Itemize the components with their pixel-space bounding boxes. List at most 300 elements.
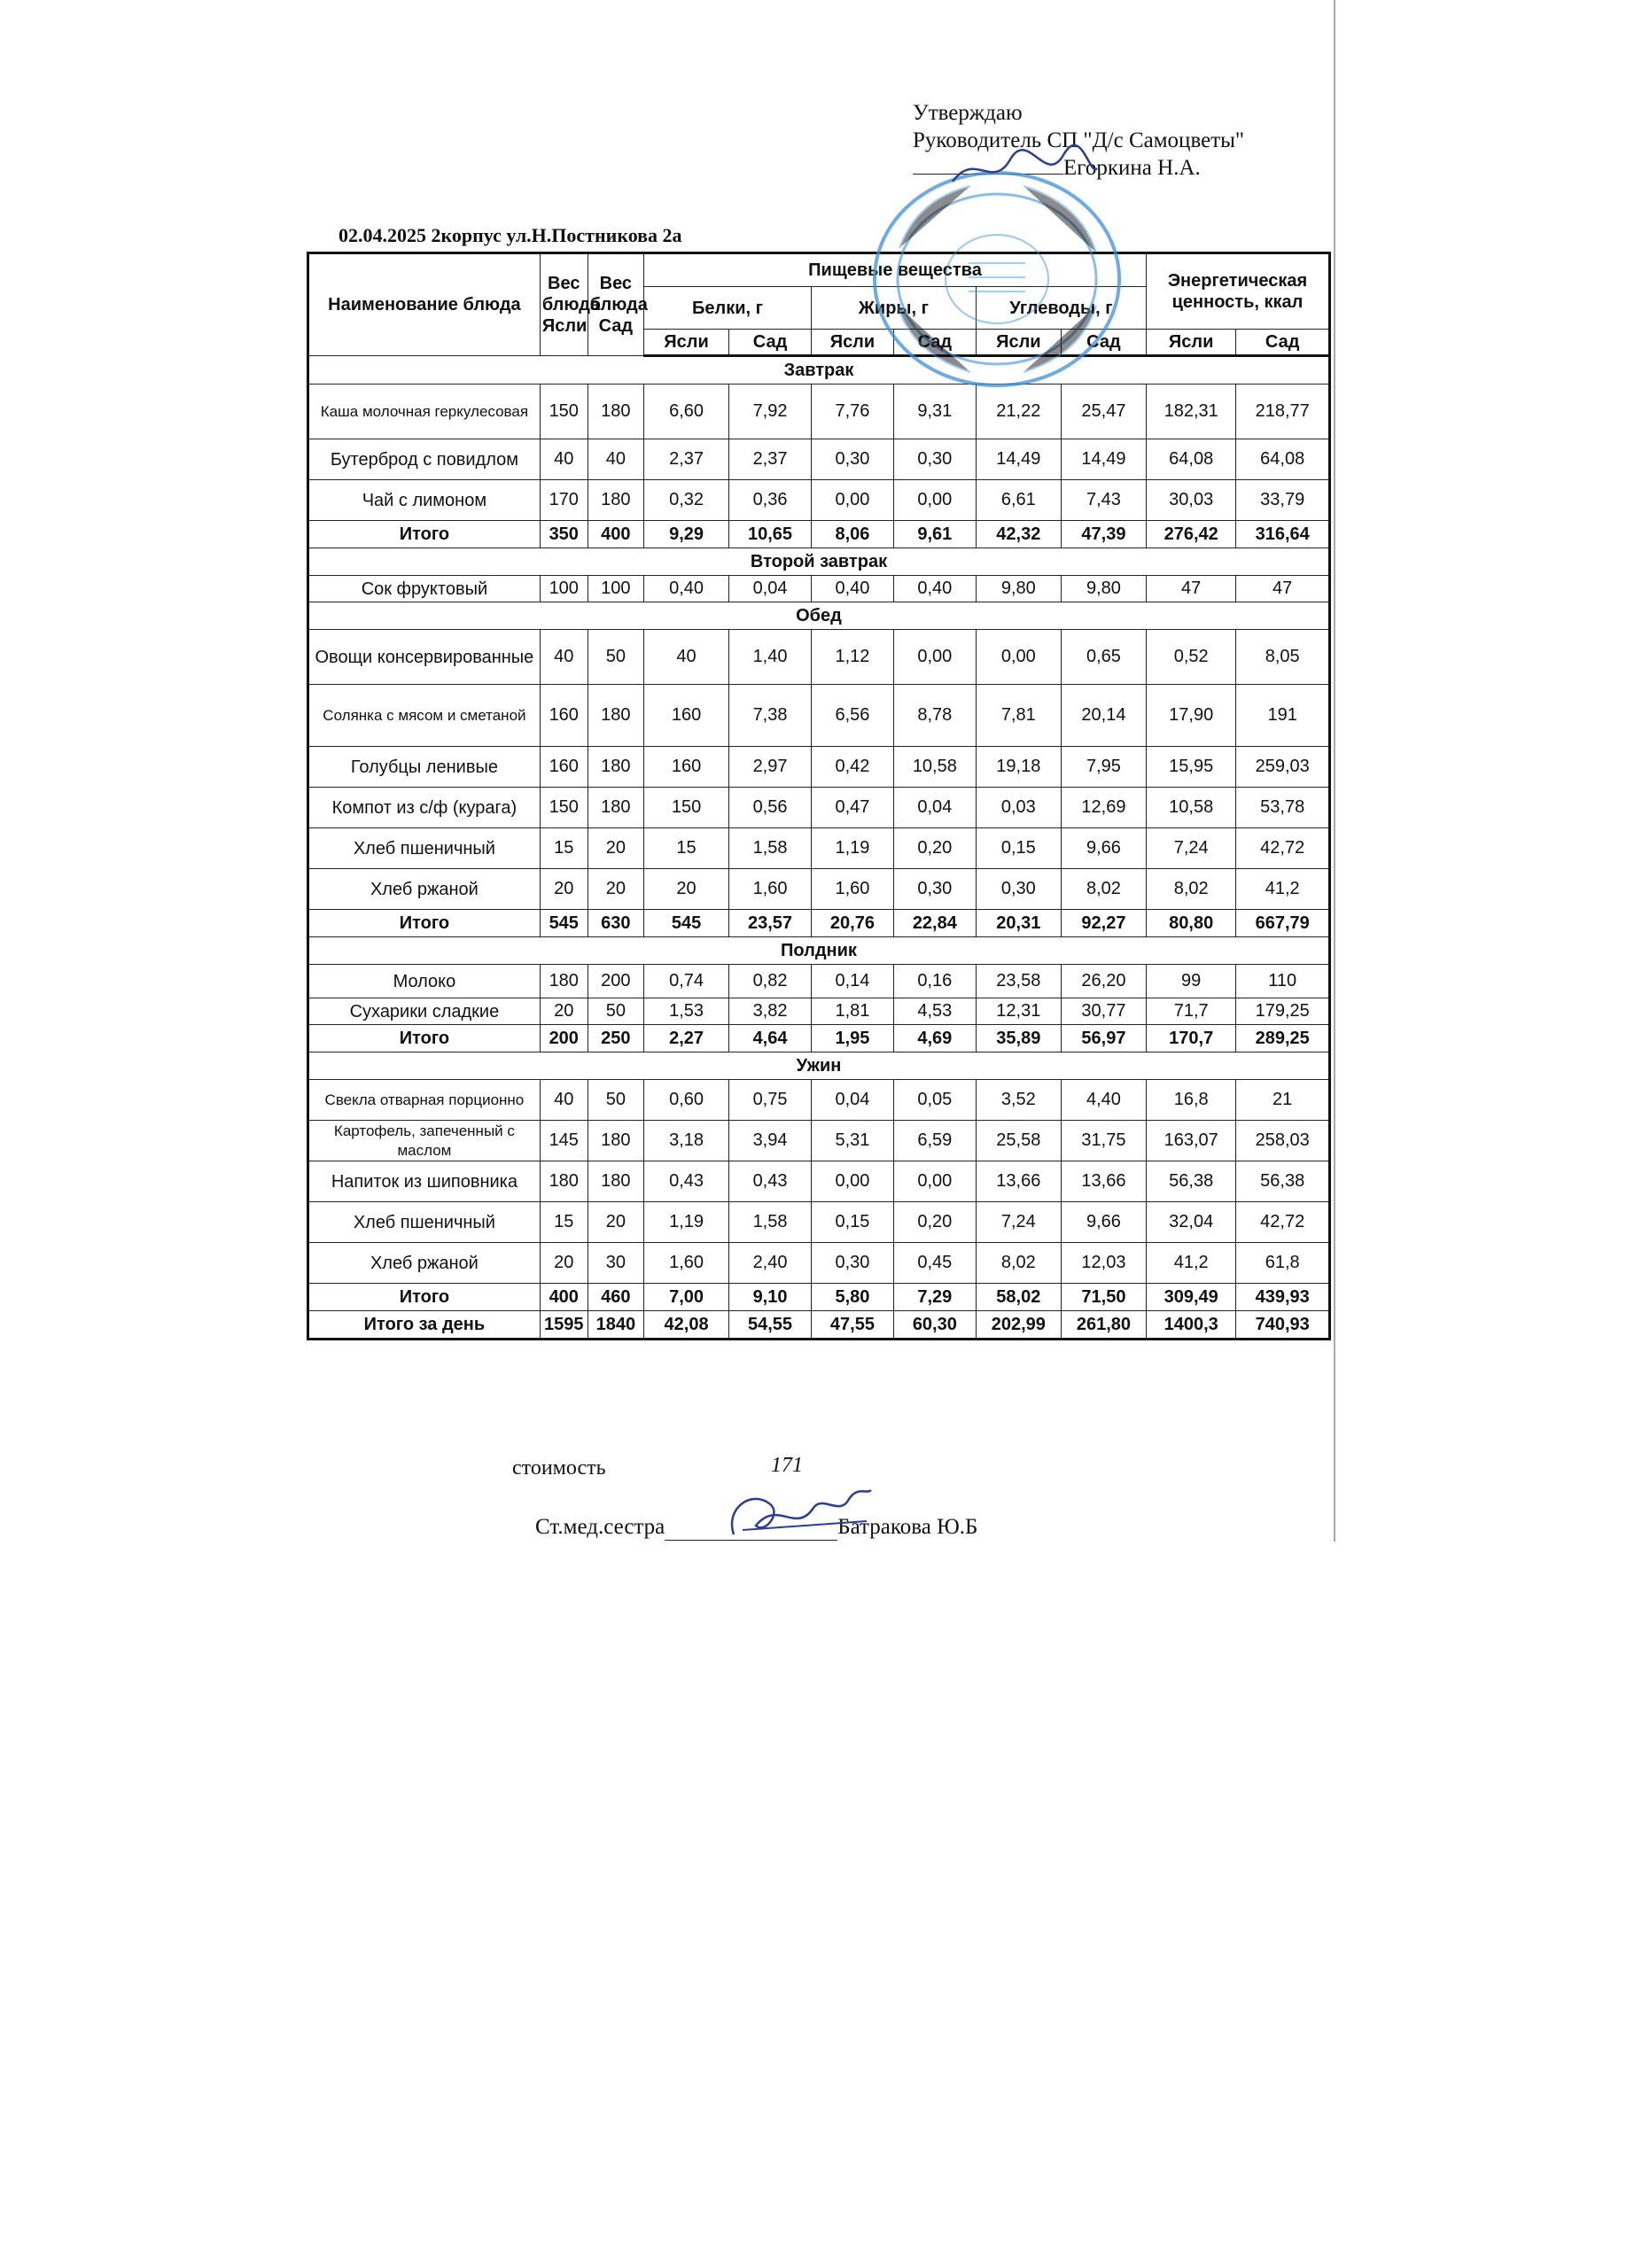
table-cell: 1,12 (811, 630, 893, 685)
day-total-cell: 54,55 (729, 1311, 812, 1340)
table-cell: 0,43 (729, 1161, 812, 1202)
section-header-row (308, 548, 1330, 576)
table-cell: 160 (540, 747, 588, 788)
total-cell: 316,64 (1236, 521, 1330, 548)
approval-signer-name: Егоркина Н.А. (1063, 156, 1201, 180)
table-cell: 4,40 (1061, 1080, 1146, 1121)
table-cell: 0,00 (811, 480, 893, 521)
table-cell: 160 (540, 685, 588, 747)
table-cell: 0,42 (811, 747, 893, 788)
day-total-cell: 1595 (540, 1311, 588, 1340)
table-cell: 42,72 (1236, 1202, 1330, 1243)
table-cell: 0,36 (729, 480, 812, 521)
header-carbs: Углеводы, г (976, 287, 1146, 330)
table-cell: 4,53 (893, 998, 976, 1025)
total-cell: 289,25 (1236, 1025, 1330, 1052)
dish-name: Сок фруктовый (308, 576, 541, 602)
table-row (308, 1202, 1330, 1243)
signature-line (913, 174, 1063, 175)
table-cell: 0,52 (1147, 630, 1236, 685)
day-total-cell: 1840 (588, 1311, 643, 1340)
table-row (308, 685, 1330, 747)
table-cell: 258,03 (1236, 1121, 1330, 1161)
table-cell: 0,40 (644, 576, 729, 602)
approval-signer (913, 154, 1244, 182)
table-cell: 14,49 (1061, 439, 1146, 480)
table-cell: 19,18 (976, 747, 1061, 788)
table-row (308, 384, 1330, 439)
table-row (308, 828, 1330, 869)
table-cell: 191 (1236, 685, 1330, 747)
total-cell: 545 (540, 910, 588, 937)
day-total-cell: 60,30 (893, 1311, 976, 1340)
table-cell: 0,75 (729, 1080, 812, 1121)
section-title: Полдник (308, 937, 1330, 965)
table-cell: 0,45 (893, 1243, 976, 1284)
table-cell: 1,53 (644, 998, 729, 1025)
total-cell: 7,00 (644, 1284, 729, 1311)
dish-name: Картофель, запеченный с маслом (308, 1121, 541, 1161)
table-cell: 0,03 (976, 788, 1061, 828)
total-cell: 400 (588, 521, 643, 548)
table-cell: 6,59 (893, 1121, 976, 1161)
table-cell: 179,25 (1236, 998, 1330, 1025)
table-row (308, 869, 1330, 910)
total-cell: 23,57 (729, 910, 812, 937)
table-cell: 15 (644, 828, 729, 869)
table-cell: 0,30 (893, 869, 976, 910)
table-cell: 53,78 (1236, 788, 1330, 828)
table-cell: 200 (588, 965, 643, 998)
table-cell: 0,30 (811, 439, 893, 480)
total-cell: 350 (540, 521, 588, 548)
table-cell: 30 (588, 1243, 643, 1284)
table-cell: 0,56 (729, 788, 812, 828)
table-cell: 1,58 (729, 1202, 812, 1243)
table-cell: 0,14 (811, 965, 893, 998)
table-cell: 15 (540, 828, 588, 869)
table-cell: 5,31 (811, 1121, 893, 1161)
dish-name: Напиток из шиповника (308, 1161, 541, 1202)
table-cell: 0,43 (644, 1161, 729, 1202)
total-cell: 9,29 (644, 521, 729, 548)
table-cell: 0,47 (811, 788, 893, 828)
table-cell: 0,74 (644, 965, 729, 998)
table-cell: 100 (588, 576, 643, 602)
total-cell: 667,79 (1236, 910, 1330, 937)
nurse-name: Батракова Ю.Б (837, 1515, 978, 1539)
table-cell: 1,19 (644, 1202, 729, 1243)
table-cell: 50 (588, 630, 643, 685)
table-cell: 1,19 (811, 828, 893, 869)
section-title: Ужин (308, 1052, 1330, 1080)
total-cell: 2,27 (644, 1025, 729, 1052)
dish-name: Молоко (308, 965, 541, 998)
day-total-label: Итого за день (308, 1311, 541, 1340)
table-cell: 1,60 (644, 1243, 729, 1284)
table-cell: 9,80 (1061, 576, 1146, 602)
table-cell: 180 (588, 747, 643, 788)
subheader-kinder: Сад (1236, 330, 1330, 356)
table-cell: 0,65 (1061, 630, 1146, 685)
table-cell: 8,02 (1147, 869, 1236, 910)
dish-name: Каша молочная геркулесовая (308, 384, 541, 439)
table-cell: 180 (588, 1161, 643, 1202)
table-cell: 41,2 (1147, 1243, 1236, 1284)
menu-date-title: 02.04.2025 2корпус ул.Н.Постникова 2а (339, 224, 682, 246)
table-cell: 3,52 (976, 1080, 1061, 1121)
table-cell: 32,04 (1147, 1202, 1236, 1243)
table-cell: 7,43 (1061, 480, 1146, 521)
total-cell: 1,95 (811, 1025, 893, 1052)
table-cell: 8,05 (1236, 630, 1330, 685)
table-cell: 9,80 (976, 576, 1061, 602)
table-cell: 26,20 (1061, 965, 1146, 998)
table-cell: 0,04 (729, 576, 812, 602)
table-cell: 20,14 (1061, 685, 1146, 747)
dish-name: Хлеб ржаной (308, 869, 541, 910)
table-cell: 50 (588, 998, 643, 1025)
day-total-cell: 261,80 (1061, 1311, 1146, 1340)
total-cell: 80,80 (1147, 910, 1236, 937)
page-edge-line (1334, 0, 1335, 1542)
total-cell: 42,32 (976, 521, 1061, 548)
table-cell: 100 (540, 576, 588, 602)
total-cell: 8,06 (811, 521, 893, 548)
table-cell: 0,04 (893, 788, 976, 828)
table-cell: 1,58 (729, 828, 812, 869)
table-cell: 9,66 (1061, 1202, 1146, 1243)
table-cell: 47 (1147, 576, 1236, 602)
table-cell: 20 (540, 998, 588, 1025)
table-cell: 3,94 (729, 1121, 812, 1161)
dish-name: Компот из с/ф (курага) (308, 788, 541, 828)
table-cell: 8,02 (1061, 869, 1146, 910)
table-row (308, 576, 1330, 602)
table-cell: 71,7 (1147, 998, 1236, 1025)
table-cell: 1,60 (811, 869, 893, 910)
day-total-row (308, 1311, 1330, 1340)
dish-name: Солянка с мясом и сметаной (308, 685, 541, 747)
subheader-kinder: Сад (893, 330, 976, 356)
dish-name: Свекла отварная порционно (308, 1080, 541, 1121)
table-cell: 30,77 (1061, 998, 1146, 1025)
table-cell: 20 (540, 1243, 588, 1284)
table-cell: 0,20 (893, 828, 976, 869)
table-cell: 25,47 (1061, 384, 1146, 439)
table-cell: 145 (540, 1121, 588, 1161)
table-row (308, 1121, 1330, 1161)
header-weight-nursery: Вес блюда Ясли (540, 253, 588, 356)
table-cell: 0,04 (811, 1080, 893, 1121)
total-cell: 309,49 (1147, 1284, 1236, 1311)
table-cell: 8,78 (893, 685, 976, 747)
table-cell: 40 (540, 630, 588, 685)
table-row (308, 788, 1330, 828)
table-cell: 56,38 (1236, 1161, 1330, 1202)
total-cell: 20,76 (811, 910, 893, 937)
table-cell: 150 (644, 788, 729, 828)
total-cell: 22,84 (893, 910, 976, 937)
table-cell: 3,18 (644, 1121, 729, 1161)
table-cell: 31,75 (1061, 1121, 1146, 1161)
header-proteins: Белки, г (644, 287, 812, 330)
nurse-label: Ст.мед.сестра (535, 1515, 665, 1539)
total-cell: 400 (540, 1284, 588, 1311)
table-cell: 180 (540, 1161, 588, 1202)
total-cell: 250 (588, 1025, 643, 1052)
table-cell: 20 (644, 869, 729, 910)
table-cell: 20 (540, 869, 588, 910)
table-cell: 33,79 (1236, 480, 1330, 521)
section-total-row (308, 521, 1330, 548)
table-cell: 47 (1236, 576, 1330, 602)
table-cell: 0,60 (644, 1080, 729, 1121)
section-header-row (308, 937, 1330, 965)
total-cell: 630 (588, 910, 643, 937)
table-row (308, 998, 1330, 1025)
subheader-kinder: Сад (1061, 330, 1146, 356)
table-cell: 40 (644, 630, 729, 685)
subheader-nursery: Ясли (1147, 330, 1236, 356)
table-cell: 12,31 (976, 998, 1061, 1025)
total-cell: 200 (540, 1025, 588, 1052)
table-cell: 7,95 (1061, 747, 1146, 788)
table-cell: 25,58 (976, 1121, 1061, 1161)
table-cell: 40 (540, 1080, 588, 1121)
table-cell: 7,81 (976, 685, 1061, 747)
total-cell: 9,61 (893, 521, 976, 548)
table-cell: 56,38 (1147, 1161, 1236, 1202)
header-fats: Жиры, г (811, 287, 976, 330)
table-cell: 0,40 (893, 576, 976, 602)
total-cell: 9,10 (729, 1284, 812, 1311)
table-cell: 0,30 (893, 439, 976, 480)
table-cell: 64,08 (1236, 439, 1330, 480)
table-cell: 0,00 (893, 480, 976, 521)
table-cell: 150 (540, 384, 588, 439)
subheader-kinder: Сад (729, 330, 812, 356)
table-cell: 15,95 (1147, 747, 1236, 788)
section-header-row (308, 356, 1330, 384)
table-cell: 61,8 (1236, 1243, 1330, 1284)
total-cell: 4,69 (893, 1025, 976, 1052)
table-cell: 20 (588, 869, 643, 910)
table-cell: 180 (588, 384, 643, 439)
table-row (308, 439, 1330, 480)
table-cell: 99 (1147, 965, 1236, 998)
day-total-cell: 740,93 (1236, 1311, 1330, 1340)
table-cell: 7,38 (729, 685, 812, 747)
table-cell: 21,22 (976, 384, 1061, 439)
table-cell: 7,76 (811, 384, 893, 439)
table-cell: 150 (540, 788, 588, 828)
table-row (308, 1243, 1330, 1284)
day-total-cell: 47,55 (811, 1311, 893, 1340)
total-cell: 460 (588, 1284, 643, 1311)
table-cell: 180 (588, 1121, 643, 1161)
table-cell: 1,60 (729, 869, 812, 910)
approval-position: Руководитель СП "Д/с Самоцветы" (913, 128, 1245, 152)
dish-name: Бутерброд с повидлом (308, 439, 541, 480)
total-cell: 276,42 (1147, 521, 1236, 548)
total-cell: 47,39 (1061, 521, 1146, 548)
table-cell: 20 (588, 1202, 643, 1243)
table-cell: 2,40 (729, 1243, 812, 1284)
total-cell: 92,27 (1061, 910, 1146, 937)
section-title: Обед (308, 602, 1330, 630)
table-cell: 41,2 (1236, 869, 1330, 910)
dish-name: Хлеб пшеничный (308, 1202, 541, 1243)
day-total-cell: 1400,3 (1147, 1311, 1236, 1340)
table-cell: 15 (540, 1202, 588, 1243)
table-cell: 180 (588, 480, 643, 521)
total-cell: 71,50 (1061, 1284, 1146, 1311)
table-cell: 20 (588, 828, 643, 869)
table-cell: 0,40 (811, 576, 893, 602)
table-cell: 180 (588, 685, 643, 747)
table-cell: 13,66 (976, 1161, 1061, 1202)
table-cell: 170 (540, 480, 588, 521)
table-cell: 259,03 (1236, 747, 1330, 788)
total-label: Итого (308, 521, 541, 548)
approval-block (913, 99, 1244, 182)
table-cell: 7,24 (976, 1202, 1061, 1243)
table-cell: 0,00 (976, 630, 1061, 685)
table-cell: 0,15 (811, 1202, 893, 1243)
table-row (308, 747, 1330, 788)
table-cell: 0,30 (811, 1243, 893, 1284)
menu-table (307, 252, 1331, 1340)
nurse-signoff (535, 1515, 977, 1541)
table-cell: 0,00 (811, 1161, 893, 1202)
subheader-nursery: Ясли (976, 330, 1061, 356)
table-cell: 218,77 (1236, 384, 1330, 439)
table-cell: 0,82 (729, 965, 812, 998)
table-row (308, 480, 1330, 521)
dish-name: Овощи консервированные (308, 630, 541, 685)
dish-name: Хлеб ржаной (308, 1243, 541, 1284)
table-cell: 23,58 (976, 965, 1061, 998)
table-cell: 0,20 (893, 1202, 976, 1243)
nurse-signature-line (665, 1515, 837, 1541)
table-cell: 10,58 (1147, 788, 1236, 828)
table-cell: 2,37 (644, 439, 729, 480)
table-cell: 9,31 (893, 384, 976, 439)
table-cell: 30,03 (1147, 480, 1236, 521)
total-cell: 20,31 (976, 910, 1061, 937)
table-cell: 0,05 (893, 1080, 976, 1121)
dish-name: Чай с лимоном (308, 480, 541, 521)
table-cell: 0,30 (976, 869, 1061, 910)
total-cell: 5,80 (811, 1284, 893, 1311)
table-cell: 2,37 (729, 439, 812, 480)
table-cell: 160 (644, 685, 729, 747)
cost-value: 171 (771, 1454, 803, 1477)
table-cell: 1,40 (729, 630, 812, 685)
table-row (308, 1161, 1330, 1202)
table-cell: 0,00 (893, 1161, 976, 1202)
table-cell: 1,81 (811, 998, 893, 1025)
table-cell: 6,56 (811, 685, 893, 747)
table-row (308, 630, 1330, 685)
total-label: Итого (308, 1284, 541, 1311)
table-cell: 7,92 (729, 384, 812, 439)
dish-name: Хлеб пшеничный (308, 828, 541, 869)
table-cell: 13,66 (1061, 1161, 1146, 1202)
table-cell: 12,03 (1061, 1243, 1146, 1284)
approval-title: Утверждаю (913, 101, 1023, 125)
section-title: Второй завтрак (308, 548, 1330, 576)
cost-label: стоимость (512, 1456, 606, 1480)
table-row (308, 965, 1330, 998)
table-cell: 2,97 (729, 747, 812, 788)
table-cell: 17,90 (1147, 685, 1236, 747)
table-cell: 0,15 (976, 828, 1061, 869)
table-cell: 180 (540, 965, 588, 998)
table-cell: 160 (644, 747, 729, 788)
subheader-nursery: Ясли (644, 330, 729, 356)
table-cell: 64,08 (1147, 439, 1236, 480)
table-cell: 50 (588, 1080, 643, 1121)
table-cell: 9,66 (1061, 828, 1146, 869)
header-name: Наименование блюда (308, 253, 541, 356)
table-cell: 110 (1236, 965, 1330, 998)
table-cell: 0,16 (893, 965, 976, 998)
table-cell: 40 (588, 439, 643, 480)
table-cell: 8,02 (976, 1243, 1061, 1284)
section-title: Завтрак (308, 356, 1330, 384)
total-cell: 170,7 (1147, 1025, 1236, 1052)
day-total-cell: 42,08 (644, 1311, 729, 1340)
table-cell: 6,60 (644, 384, 729, 439)
table-cell: 40 (540, 439, 588, 480)
table-cell: 3,82 (729, 998, 812, 1025)
total-cell: 35,89 (976, 1025, 1061, 1052)
table-cell: 0,00 (893, 630, 976, 685)
total-cell: 545 (644, 910, 729, 937)
table-cell: 10,58 (893, 747, 976, 788)
table-row (308, 1080, 1330, 1121)
table-cell: 42,72 (1236, 828, 1330, 869)
total-cell: 439,93 (1236, 1284, 1330, 1311)
table-cell: 163,07 (1147, 1121, 1236, 1161)
header-nutrients: Пищевые вещества (644, 253, 1147, 287)
header-energy: Энергетическая ценность, ккал (1147, 253, 1330, 330)
total-cell: 7,29 (893, 1284, 976, 1311)
table-cell: 180 (588, 788, 643, 828)
section-total-row (308, 910, 1330, 937)
section-header-row (308, 1052, 1330, 1080)
total-label: Итого (308, 1025, 541, 1052)
day-total-cell: 202,99 (976, 1311, 1061, 1340)
total-cell: 4,64 (729, 1025, 812, 1052)
section-total-row (308, 1284, 1330, 1311)
dish-name: Голубцы ленивые (308, 747, 541, 788)
table-cell: 0,32 (644, 480, 729, 521)
total-cell: 58,02 (976, 1284, 1061, 1311)
table-cell: 16,8 (1147, 1080, 1236, 1121)
section-header-row (308, 602, 1330, 630)
subheader-nursery: Ясли (811, 330, 893, 356)
total-cell: 10,65 (729, 521, 812, 548)
table-cell: 182,31 (1147, 384, 1236, 439)
total-label: Итого (308, 910, 541, 937)
table-cell: 6,61 (976, 480, 1061, 521)
dish-name: Сухарики сладкие (308, 998, 541, 1025)
total-cell: 56,97 (1061, 1025, 1146, 1052)
header-weight-kinder: Вес блюда Сад (588, 253, 643, 356)
